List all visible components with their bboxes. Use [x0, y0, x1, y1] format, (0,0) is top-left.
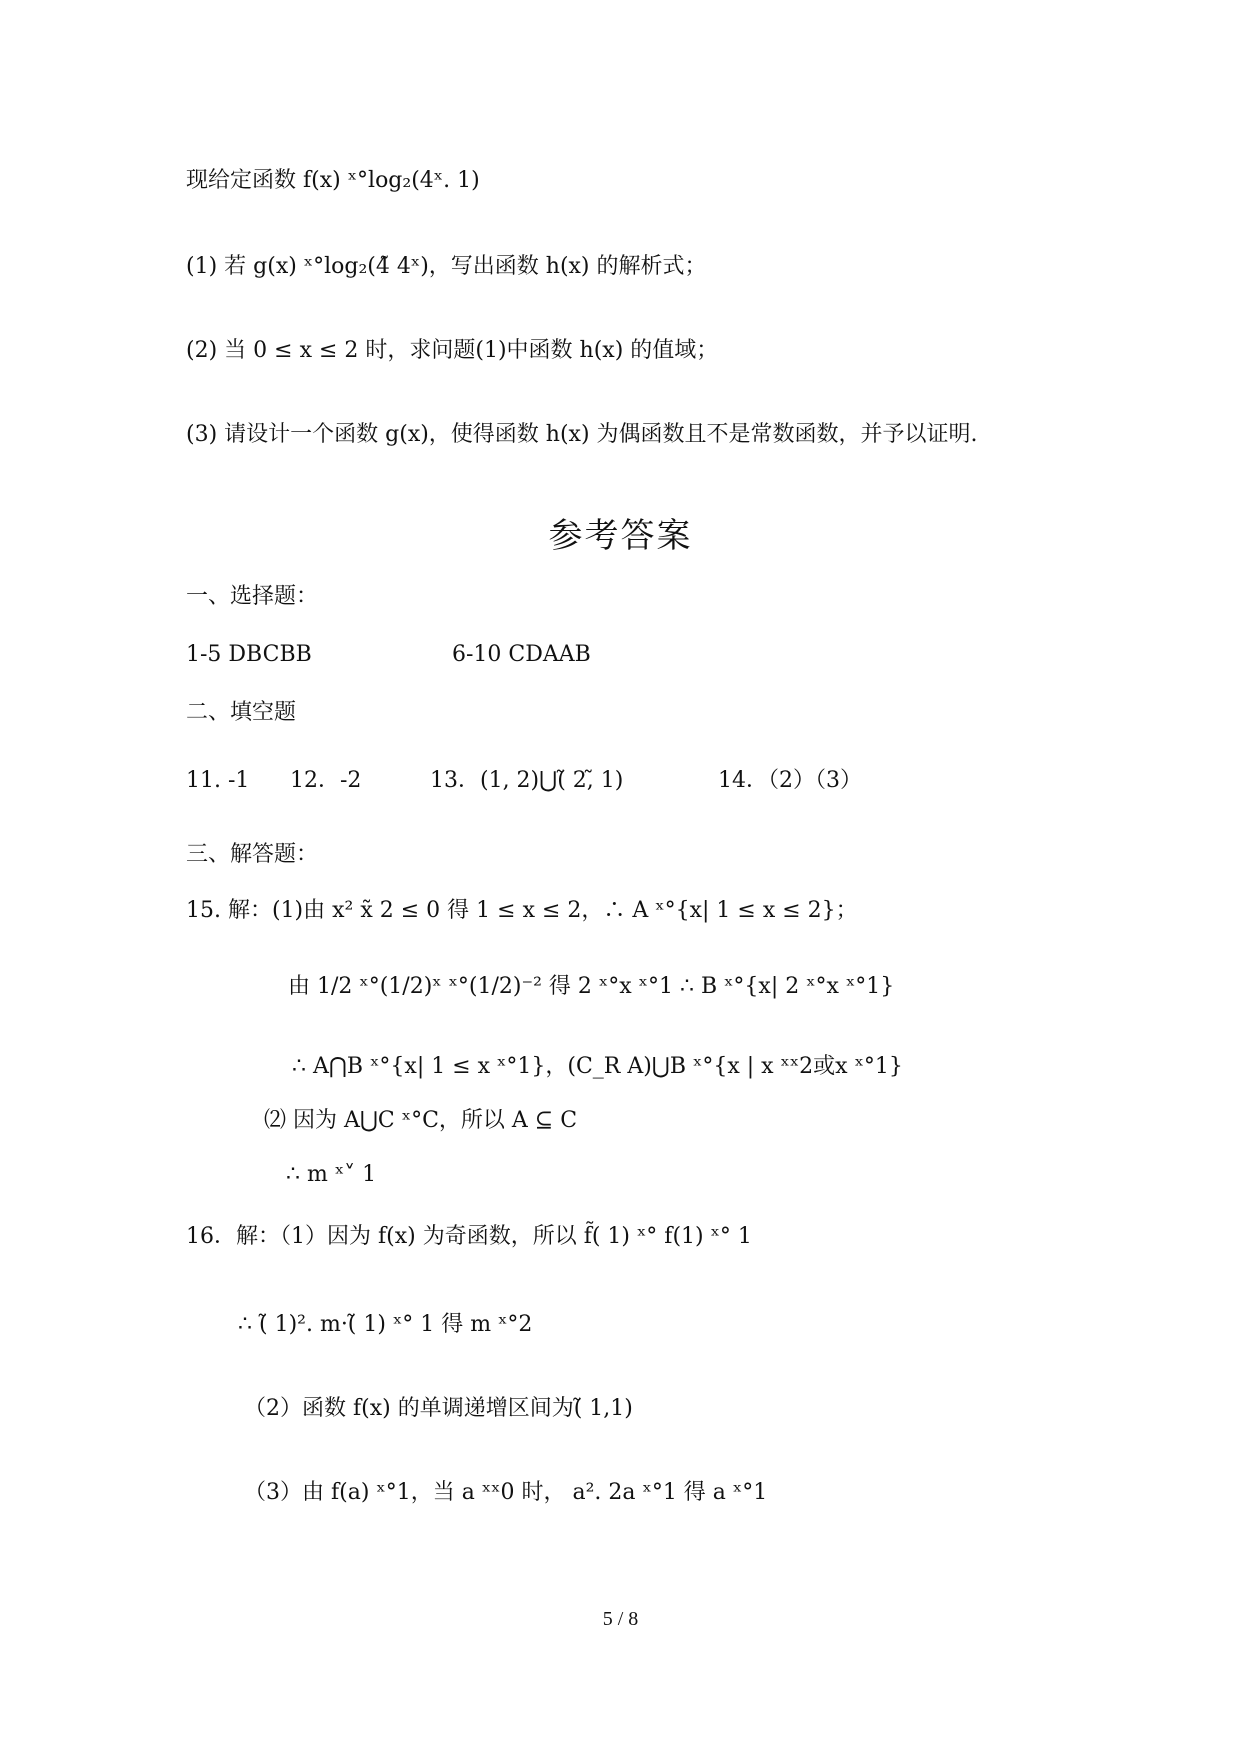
mc-answers-6-10: 6-10 CDAAB: [452, 642, 591, 667]
fill-answer-12: 12．-2: [290, 768, 362, 793]
page-number: 5 / 8: [602, 1608, 639, 1630]
solution-16-line-3: （2）函数 f(x) 的单调递增区间为(̃ 1,1): [244, 1396, 633, 1421]
solution-15-line-1: 15. 解：(1)由 x² x̃ 2 ≤ 0 得 1 ≤ x ≤ 2，∴ A ˣ°{x| 1 ≤ x ≤ 2}；: [186, 898, 858, 923]
section-fill-blank: 二、填空题: [186, 700, 297, 725]
problem-intro: 现给定函数 f(x) ˣ°log₂(4ˣ. 1): [186, 168, 480, 193]
mc-answers-1-5: 1-5 DBCBB: [186, 642, 312, 667]
solution-16-line-2: ∴ (̃ 1)². m·(̃ 1) ˣ° 1 得 m ˣ°2: [238, 1312, 533, 1337]
question-3: (3) 请设计一个函数 g(x)，使得函数 h(x) 为偶函数且不是常数函数，并予以证明.: [186, 422, 978, 447]
solution-16-line-4: （3）由 f(a) ˣ°1，当 a ˣˣ0 时， a². 2a ˣ°1 得 a ˣ°1: [244, 1480, 768, 1505]
fill-answer-13: 13．(1, 2)⋃(̃ 2,̃ 1): [430, 768, 624, 793]
question-2: (2) 当 0 ≤ x ≤ 2 时，求问题(1)中函数 h(x) 的值域；: [186, 338, 719, 363]
answers-title: 参考答案: [548, 516, 693, 556]
solution-15-line-2: 由 1/2 ˣ°(1/2)ˣ ˣ°(1/2)⁻² 得 2 ˣ°x ˣ°1 ∴ B ˣ°{x| 2 ˣ°x ˣ°1}: [288, 974, 895, 999]
section-multiple-choice: 一、选择题：: [186, 584, 319, 609]
solution-16-line-1: 16．解：（1）因为 f(x) 为奇函数，所以 f̃( 1) ˣ° f(1) ˣ° 1: [186, 1224, 752, 1249]
solution-15-line-3: ∴ A⋂B ˣ°{x| 1 ≤ x ˣ°1}，(C_R A)⋃B ˣ°{x | x ˣˣ2或x ˣ°1}: [292, 1054, 903, 1079]
solution-15-line-4: ⑵ 因为 A⋃C ˣ°C，所以 A ⊆ C: [264, 1108, 578, 1133]
solution-15-line-5: ∴ m ˣ˅ 1: [286, 1162, 377, 1187]
section-solutions: 三、解答题：: [186, 842, 319, 867]
fill-answer-11: 11. -1: [186, 768, 250, 793]
fill-answer-14: 14．（2）（3）: [718, 768, 862, 793]
question-1: (1) 若 g(x) ˣ°log₂(4̃ 4ˣ)，写出函数 h(x) 的解析式；: [186, 254, 707, 279]
